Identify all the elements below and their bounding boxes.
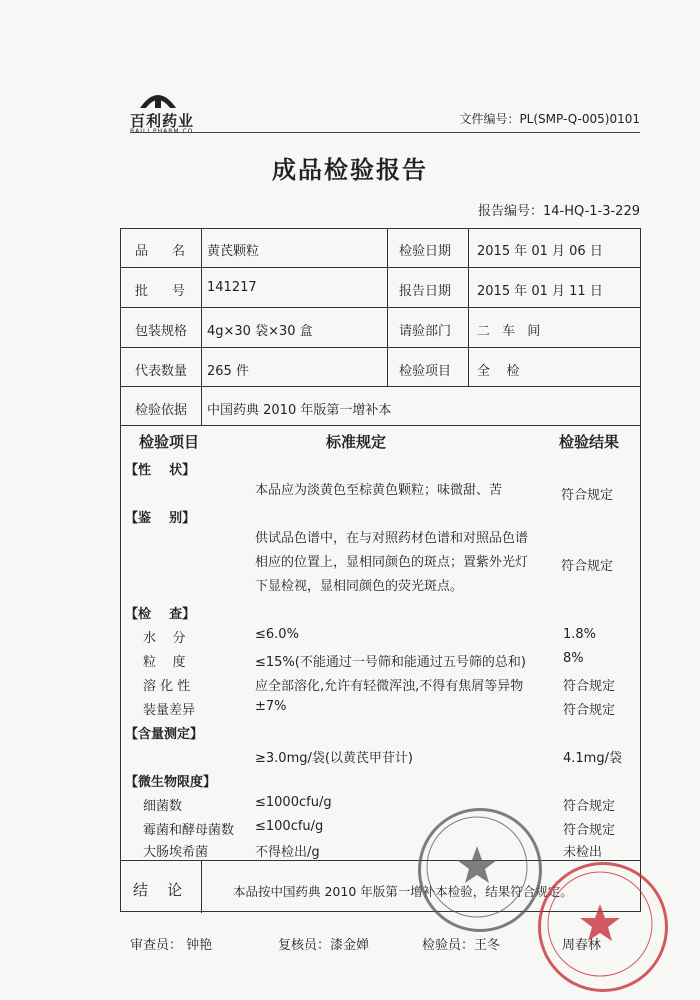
batch-value: 141217 xyxy=(207,280,257,295)
identification-line-2: 相应的位置上，显相同颜色的斑点；置紫外光灯 xyxy=(255,555,529,570)
inspection-standard: ≤6.0% xyxy=(255,627,299,642)
report-number: 报告编号：14-HQ-1-3-229 xyxy=(477,204,640,219)
inspector2-signature: 周春林 xyxy=(562,938,602,953)
logo-sub-text: BAILI PHARM.CO xyxy=(130,128,194,135)
inspection-result: 1.8% xyxy=(563,627,597,642)
section-inspection: 【检 查】 xyxy=(125,607,196,622)
inspection-result: 符合规定 xyxy=(563,679,616,694)
report-table xyxy=(120,228,641,912)
test-item-label: 检验项目 xyxy=(399,364,452,379)
spec-value: 4g×30 袋×30 盒 xyxy=(207,324,313,339)
basis-value: 中国药典 2010 年版第一增补本 xyxy=(207,403,392,418)
product-name-label: 品 名 xyxy=(135,244,185,259)
dept-label: 请验部门 xyxy=(399,324,452,339)
conclusion-text: 本品按中国药典 2010 年版第一增补本检验，结果符合规定。 xyxy=(233,884,573,899)
qty-value: 265 件 xyxy=(207,364,249,379)
report-date-label: 报告日期 xyxy=(399,284,452,299)
microbial-result: 符合规定 xyxy=(563,799,616,814)
identification-line-3: 下显检视，显相同颜色的荧光斑点。 xyxy=(255,579,464,594)
microbial-standard: ≤1000cfu/g xyxy=(255,795,332,810)
character-result: 符合规定 xyxy=(561,488,614,503)
inspector-signature: 检验员：王冬 xyxy=(422,938,501,953)
logo-mark-icon xyxy=(138,88,178,110)
spec-label: 包装规格 xyxy=(135,324,188,339)
basis-label: 检验依据 xyxy=(135,403,188,418)
section-microbial: 【微生物限度】 xyxy=(125,775,217,790)
col-header-result: 检验结果 xyxy=(559,433,620,451)
col-header-standard: 标准规定 xyxy=(326,433,387,451)
section-assay: 【含量测定】 xyxy=(125,727,204,742)
inspection-standard: ≤15%(不能通过一号筛和能通过五号筛的总和) xyxy=(255,655,526,670)
company-logo xyxy=(130,88,220,133)
identification-result: 符合规定 xyxy=(561,559,614,574)
inspection-result: 8% xyxy=(563,651,584,666)
inspection-name: 粒 度 xyxy=(143,655,186,670)
page-title: 成品检验报告 xyxy=(272,156,428,184)
assay-standard: ≥3.0mg/袋(以黄芪甲苷计) xyxy=(255,751,414,766)
section-character: 【性 状】 xyxy=(125,463,196,478)
inspection-name: 水 分 xyxy=(143,631,186,646)
microbial-result: 符合规定 xyxy=(563,823,616,838)
microbial-name: 细菌数 xyxy=(143,799,183,814)
reviewer-signature: 审查员： 钟艳 xyxy=(130,938,213,953)
microbial-name: 大肠埃希菌 xyxy=(143,845,209,860)
logo-brand-text: 百利药业 xyxy=(130,112,195,130)
inspection-name: 装量差异 xyxy=(143,703,196,718)
report-date-value: 2015 年 01 月 11 日 xyxy=(477,284,603,299)
gray-seal-stamp xyxy=(418,808,542,932)
test-date-label: 检验日期 xyxy=(399,244,452,259)
inspection-standard: ±7% xyxy=(255,699,287,714)
red-seal-stamp xyxy=(538,862,668,992)
col-header-item: 检验项目 xyxy=(139,433,200,451)
microbial-standard: ≤100cfu/g xyxy=(255,819,324,834)
inspection-standard: 应全部溶化,允许有轻微浑浊,不得有焦屑等异物 xyxy=(255,679,524,694)
dept-value: 二 车 间 xyxy=(477,324,545,339)
qty-label: 代表数量 xyxy=(135,364,188,379)
microbial-name: 霉菌和酵母菌数 xyxy=(143,823,235,838)
test-item-value: 全 检 xyxy=(477,364,520,379)
character-standard: 本品应为淡黄色至棕黄色颗粒；味微甜、苦 xyxy=(255,483,503,498)
conclusion-label: 结 论 xyxy=(133,881,183,899)
checker-signature: 复核员：漆金婵 xyxy=(278,938,370,953)
inspection-result: 符合规定 xyxy=(563,703,616,718)
assay-result: 4.1mg/袋 xyxy=(563,751,622,766)
product-name-value: 黄芪颗粒 xyxy=(207,244,260,259)
section-identification: 【鉴 别】 xyxy=(125,511,196,526)
identification-line-1: 供试品色谱中，在与对照药材色谱和对照品色谱 xyxy=(255,531,529,546)
document-number: 文件编号：PL(SMP-Q-005)0101 xyxy=(459,112,640,126)
microbial-standard: 不得检出/g xyxy=(255,845,320,860)
microbial-result: 未检出 xyxy=(563,845,603,860)
test-date-value: 2015 年 01 月 06 日 xyxy=(477,244,603,259)
header-divider xyxy=(130,132,640,133)
batch-label: 批 号 xyxy=(135,284,185,299)
inspection-name: 溶 化 性 xyxy=(143,679,191,694)
